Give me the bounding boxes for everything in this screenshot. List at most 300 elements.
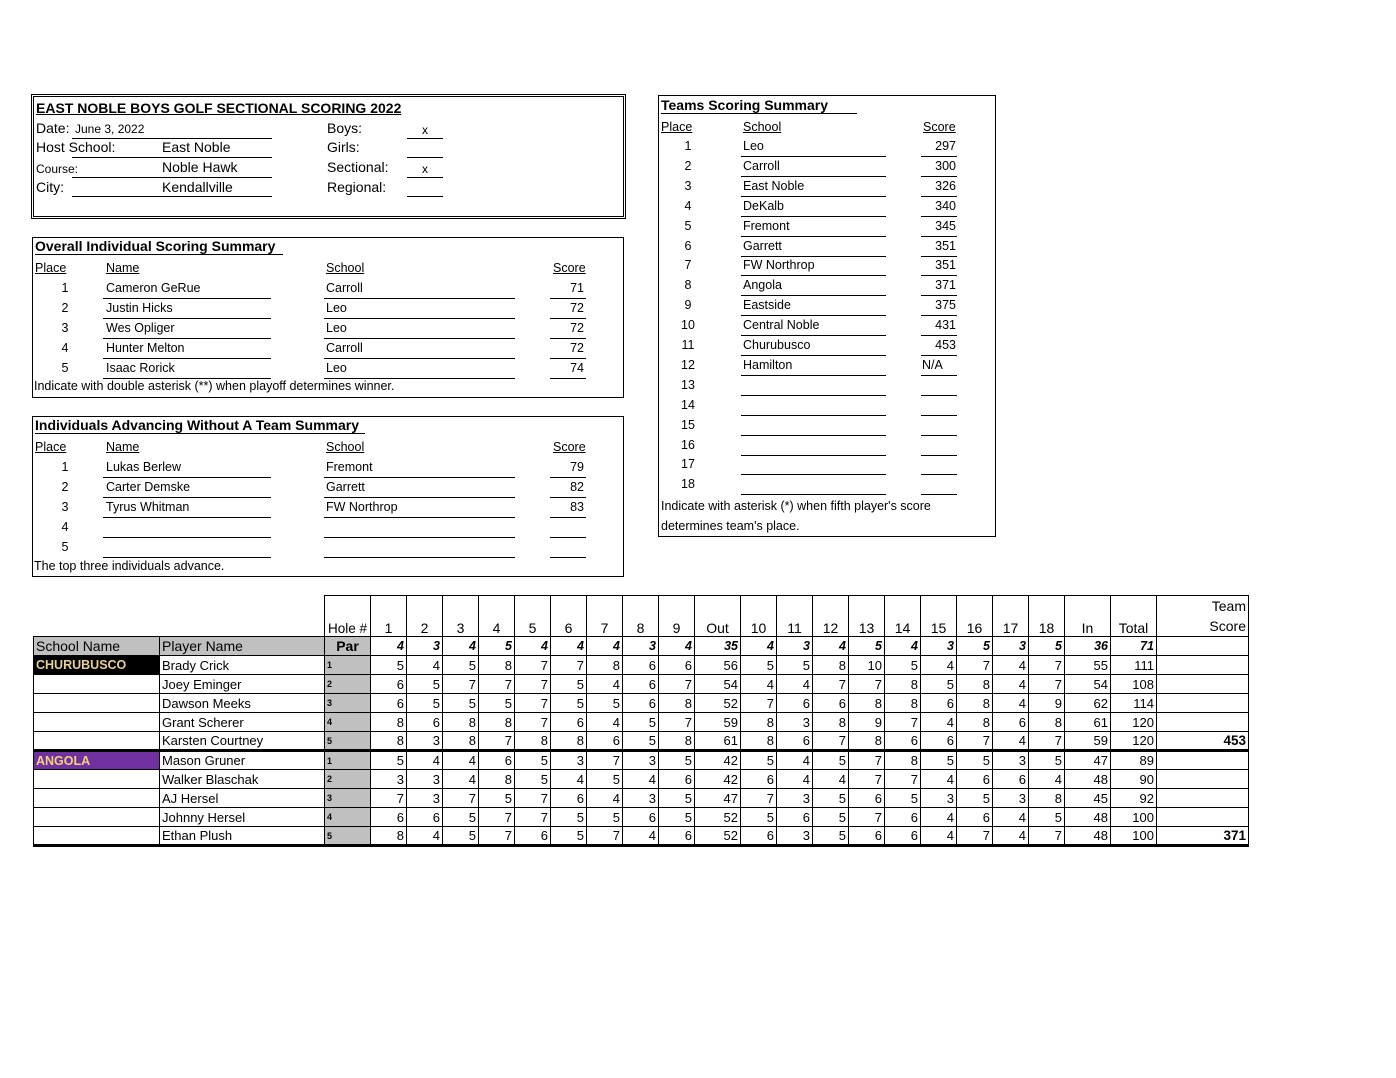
row-place: 5 (61, 540, 69, 554)
team-score: 351 (935, 258, 956, 273)
advancing-col-name: Name (106, 440, 140, 454)
player-number: 3 (325, 789, 371, 808)
row-place: 1 (61, 460, 69, 474)
hole-score: 6 (849, 789, 885, 808)
hole-score: 5 (443, 808, 479, 827)
team-school: Eastside (743, 298, 791, 313)
date-value: June 3, 2022 (75, 122, 145, 136)
hole-score: 120 (1111, 732, 1157, 751)
hole-score: 8 (957, 694, 993, 713)
hole-number: 3 (443, 596, 479, 637)
hole-score: 7 (515, 713, 551, 732)
hole-score: 5 (443, 694, 479, 713)
team-school: Hamilton (743, 357, 793, 372)
par-value: 71 (1111, 637, 1157, 656)
hole-score: 5 (957, 751, 993, 770)
par-value: 4 (515, 637, 551, 656)
hole-score: 4 (921, 656, 957, 675)
city-value: Kendallville (162, 179, 233, 195)
hole-score: 8 (479, 770, 515, 789)
team-score: 297 (935, 139, 956, 153)
player-name: Mason Gruner (160, 751, 325, 770)
hole-number: 1 (371, 596, 407, 637)
team-score-blank (1157, 751, 1249, 770)
team-school-name: ANGOLA (34, 751, 160, 770)
team-place: 8 (684, 278, 692, 293)
advancing-title: Individuals Advancing Without A Team Summary (35, 417, 365, 434)
header-box (31, 94, 626, 219)
row-name: Tyrus Whitman (106, 500, 190, 514)
hole-score: 4 (921, 713, 957, 732)
team-school-blank (34, 789, 160, 808)
girls-label: Girls: (327, 139, 360, 155)
row-name: Isaac Rorick (106, 361, 175, 375)
hole-score: 7 (479, 675, 515, 694)
hole-score: 5 (659, 808, 695, 827)
hole-score: 3 (777, 713, 813, 732)
hole-number: 2 (407, 596, 443, 637)
hole-score: 5 (659, 789, 695, 808)
row-school: Leo (326, 301, 347, 315)
hole-score: 7 (515, 808, 551, 827)
hole-score: 7 (1029, 656, 1065, 675)
hole-score: 5 (659, 751, 695, 770)
hole-score: 48 (1065, 770, 1111, 789)
player-row (34, 827, 1249, 846)
row-school: Leo (326, 321, 347, 335)
hole-score: 6 (623, 675, 659, 694)
hole-score: 7 (587, 751, 623, 770)
hole-score: 7 (515, 694, 551, 713)
hole-score: 5 (551, 694, 587, 713)
hole-score: 4 (993, 694, 1029, 713)
player-name: Joey Eminger (160, 675, 325, 694)
regional-label: Regional: (327, 179, 387, 195)
hole-score: 8 (371, 713, 407, 732)
team-place: 1 (684, 139, 692, 153)
hole-score: 6 (371, 675, 407, 694)
hole-score: 7 (1029, 732, 1065, 751)
hole-score: 3 (623, 751, 659, 770)
hole-score: 4 (777, 770, 813, 789)
par-value: 3 (777, 637, 813, 656)
team-score-blank (1157, 808, 1249, 827)
row-school: Carroll (326, 281, 363, 295)
hole-score: 4 (587, 789, 623, 808)
hole-score: 4 (777, 751, 813, 770)
hole-score: 6 (407, 808, 443, 827)
row-score: 72 (570, 301, 584, 315)
hole-score: 7 (957, 827, 993, 846)
hole-score: 6 (551, 713, 587, 732)
overall-col-score: Score (553, 261, 586, 275)
hole-score: 8 (813, 656, 849, 675)
team-school-blank (34, 694, 160, 713)
hole-score: 7 (957, 732, 993, 751)
hole-score: 5 (921, 751, 957, 770)
player-row (34, 751, 1249, 770)
team-score: 345 (935, 218, 956, 233)
hole-score: 8 (551, 732, 587, 751)
row-place: 1 (61, 281, 69, 295)
hole-score: 5 (957, 789, 993, 808)
hole-score: 5 (587, 770, 623, 789)
advancing-summary-box (32, 416, 624, 577)
hole-score: 8 (371, 827, 407, 846)
hole-score: 4 (777, 675, 813, 694)
row-name: Wes Opliger (106, 321, 175, 335)
hole-score: 4 (1029, 770, 1065, 789)
team-score: 371 (1157, 827, 1249, 846)
hole-score: 52 (695, 808, 741, 827)
hole-score: 114 (1111, 694, 1157, 713)
player-number: 5 (325, 732, 371, 751)
player-name: Dawson Meeks (160, 694, 325, 713)
hole-number: 12 (813, 596, 849, 637)
row-place: 3 (61, 321, 69, 335)
hole-score: 5 (443, 827, 479, 846)
boys-value: x (422, 123, 428, 137)
player-row (34, 789, 1249, 808)
hole-score: 54 (1065, 675, 1111, 694)
hole-score: 4 (813, 770, 849, 789)
hole-score: 6 (515, 827, 551, 846)
team-score-blank (1157, 789, 1249, 808)
hole-score: 62 (1065, 694, 1111, 713)
hole-score: 6 (407, 713, 443, 732)
hole-score: 5 (443, 656, 479, 675)
player-name: Ethan Plush (160, 827, 325, 846)
hole-score: 5 (741, 808, 777, 827)
hole-score: 6 (813, 694, 849, 713)
hole-score: 6 (479, 751, 515, 770)
hole-score: 8 (659, 732, 695, 751)
hole-score: 5 (1029, 808, 1065, 827)
hole-score: 8 (515, 732, 551, 751)
team-score: 300 (935, 158, 956, 173)
hole-score: 8 (957, 713, 993, 732)
row-school: FW Northrop (326, 500, 398, 514)
team-school-blank (34, 827, 160, 846)
hole-score: 8 (849, 732, 885, 751)
hole-score: 59 (1065, 732, 1111, 751)
team-school-blank (34, 713, 160, 732)
hole-score: 8 (885, 751, 921, 770)
hole-number: Total (1111, 596, 1157, 637)
player-number: 5 (325, 827, 371, 846)
hole-score: 111 (1111, 656, 1157, 675)
hole-score: 4 (921, 808, 957, 827)
team-place: 9 (684, 298, 692, 313)
team-school: Fremont (743, 218, 790, 233)
hole-score: 4 (993, 675, 1029, 694)
hole-score: 5 (407, 675, 443, 694)
hole-number: 11 (777, 596, 813, 637)
hole-number: 13 (849, 596, 885, 637)
hole-score: 6 (623, 694, 659, 713)
hole-score: 55 (1065, 656, 1111, 675)
hole-score: 8 (371, 732, 407, 751)
hole-number: 6 (551, 596, 587, 637)
par-value: 3 (407, 637, 443, 656)
hole-score: 6 (371, 808, 407, 827)
row-name: Carter Demske (106, 480, 191, 494)
hole-score: 3 (777, 789, 813, 808)
hole-score: 3 (993, 789, 1029, 808)
hole-score: 8 (479, 656, 515, 675)
teams-summary-box (658, 95, 996, 537)
hole-score: 7 (515, 656, 551, 675)
team-score: 326 (935, 178, 956, 193)
hole-score: 6 (957, 770, 993, 789)
hole-score: 5 (813, 751, 849, 770)
team-place: 11 (681, 338, 695, 352)
team-school: Angola (743, 278, 782, 293)
hole-score: 92 (1111, 789, 1157, 808)
page-title: EAST NOBLE BOYS GOLF SECTIONAL SCORING 2022 (36, 100, 402, 116)
team-place: 12 (681, 357, 695, 372)
hole-score: 5 (479, 694, 515, 713)
hole-score: 6 (623, 808, 659, 827)
hole-score: 8 (443, 732, 479, 751)
hole-score: 8 (885, 675, 921, 694)
team-place: 4 (684, 198, 692, 213)
par-value: 4 (371, 637, 407, 656)
team-school: Churubusco (743, 338, 811, 352)
hole-score: 7 (443, 675, 479, 694)
hole-score: 5 (777, 656, 813, 675)
hole-score: 7 (849, 751, 885, 770)
team-school-name: CHURUBUSCO (34, 656, 160, 675)
teams-col-place: Place (661, 120, 693, 134)
team-score-blank (1157, 675, 1249, 694)
hole-score: 47 (1065, 751, 1111, 770)
overall-summary-box (32, 237, 624, 398)
player-name: Johnny Hersel (160, 808, 325, 827)
team-school-blank (34, 675, 160, 694)
team-school: DeKalb (743, 198, 784, 213)
hole-score: 5 (371, 656, 407, 675)
hole-score: 6 (587, 732, 623, 751)
hole-score: 7 (587, 827, 623, 846)
hole-score: 7 (741, 789, 777, 808)
hole-score: 8 (741, 732, 777, 751)
player-row (34, 694, 1249, 713)
hole-score: 4 (993, 732, 1029, 751)
team-score: 351 (935, 238, 956, 253)
scorecard-table (33, 595, 1249, 847)
hole-score: 8 (885, 694, 921, 713)
hole-score: 5 (885, 789, 921, 808)
hole-score: 7 (849, 675, 885, 694)
hole-number: 10 (741, 596, 777, 637)
hole-score: 3 (623, 789, 659, 808)
hole-score: 61 (1065, 713, 1111, 732)
row-score: 82 (570, 480, 584, 494)
team-school-blank (34, 770, 160, 789)
hole-score: 48 (1065, 808, 1111, 827)
hole-score: 7 (741, 694, 777, 713)
par-value: 36 (1065, 637, 1111, 656)
row-score: 72 (570, 321, 584, 335)
hole-score: 4 (587, 713, 623, 732)
player-name: Grant Scherer (160, 713, 325, 732)
hole-score: 7 (371, 789, 407, 808)
hole-score: 6 (885, 827, 921, 846)
team-score-label-1: Team (1211, 598, 1246, 614)
hole-score: 5 (741, 751, 777, 770)
overall-col-school: School (326, 261, 365, 275)
hole-score: 7 (849, 808, 885, 827)
hole-score: 5 (551, 675, 587, 694)
hole-score: 6 (993, 770, 1029, 789)
team-place: 10 (681, 318, 695, 333)
hole-score: 4 (993, 827, 1029, 846)
team-school: Central Noble (743, 318, 820, 333)
hole-score: 5 (551, 808, 587, 827)
hole-number: 15 (921, 596, 957, 637)
hole-number: 7 (587, 596, 623, 637)
hole-score: 5 (813, 827, 849, 846)
hole-score: 7 (659, 713, 695, 732)
hole-score: 6 (777, 808, 813, 827)
player-name: AJ Hersel (160, 789, 325, 808)
hole-score: 4 (993, 656, 1029, 675)
hole-score: 4 (407, 656, 443, 675)
par-value: 4 (659, 637, 695, 656)
team-score-blank (1157, 656, 1249, 675)
hole-score: 5 (813, 808, 849, 827)
hole-score: 3 (921, 789, 957, 808)
host-label: Host School: (36, 139, 116, 155)
par-value: 3 (921, 637, 957, 656)
boys-label: Boys: (327, 120, 363, 136)
team-place: 7 (684, 258, 692, 273)
hole-score: 6 (921, 694, 957, 713)
team-place: 2 (684, 158, 692, 173)
hole-score: 6 (551, 789, 587, 808)
hole-score: 5 (587, 808, 623, 827)
player-name: Walker Blaschak (160, 770, 325, 789)
advancing-col-place: Place (35, 440, 67, 454)
teams-col-score: Score (923, 120, 956, 134)
row-school: Carroll (326, 341, 363, 355)
hole-number: 14 (885, 596, 921, 637)
hole-score: 120 (1111, 713, 1157, 732)
hole-score: 7 (479, 808, 515, 827)
hole-score: 9 (849, 713, 885, 732)
hole-score: 4 (443, 751, 479, 770)
team-place: 3 (684, 178, 692, 193)
hole-score: 4 (623, 827, 659, 846)
hole-score: 7 (1029, 675, 1065, 694)
hole-score: 7 (957, 656, 993, 675)
row-school: Leo (326, 361, 347, 375)
player-number: 1 (325, 751, 371, 770)
hole-score: 5 (921, 675, 957, 694)
row-name: Lukas Berlew (106, 460, 182, 474)
par-value: 4 (443, 637, 479, 656)
team-place: 6 (684, 238, 692, 253)
hole-score: 45 (1065, 789, 1111, 808)
row-place: 4 (61, 520, 69, 534)
hole-score: 4 (407, 827, 443, 846)
player-number: 3 (325, 694, 371, 713)
team-place: 17 (681, 457, 695, 472)
hole-score: 7 (813, 675, 849, 694)
hole-score: 8 (587, 656, 623, 675)
hole-score: 3 (551, 751, 587, 770)
hole-number: 4 (479, 596, 515, 637)
hole-score: 4 (407, 751, 443, 770)
hole-score: 5 (371, 751, 407, 770)
team-score: 431 (935, 318, 956, 333)
advancing-note: The top three individuals advance. (34, 559, 225, 573)
hole-score: 7 (849, 770, 885, 789)
hole-score: 8 (849, 694, 885, 713)
hole-score: 6 (371, 694, 407, 713)
team-score: 453 (1157, 732, 1249, 751)
hole-score: 5 (741, 656, 777, 675)
team-place: 16 (681, 437, 695, 452)
hole-score: 8 (1029, 789, 1065, 808)
teams-col-school: School (743, 120, 782, 134)
hole-score: 3 (407, 770, 443, 789)
row-score: 79 (570, 460, 584, 474)
team-score-blank (1157, 694, 1249, 713)
hole-score: 100 (1111, 808, 1157, 827)
par-value: 5 (1029, 637, 1065, 656)
hole-score: 7 (479, 827, 515, 846)
player-number: 4 (325, 713, 371, 732)
hole-score: 6 (659, 656, 695, 675)
hole-number: In (1065, 596, 1111, 637)
player-name-header: Player Name (160, 637, 325, 656)
player-row (34, 713, 1249, 732)
row-score: 74 (570, 361, 584, 375)
hole-score: 7 (885, 713, 921, 732)
hole-score: 52 (695, 827, 741, 846)
row-score: 71 (570, 281, 584, 295)
hole-score: 4 (551, 770, 587, 789)
team-score: 371 (935, 278, 956, 293)
hole-score: 6 (957, 808, 993, 827)
hole-number: 5 (515, 596, 551, 637)
row-place: 2 (61, 301, 69, 315)
hole-score: 5 (515, 751, 551, 770)
overall-title: Overall Individual Scoring Summary (35, 238, 283, 255)
course-value: Noble Hawk (162, 159, 238, 175)
hole-score: 6 (659, 770, 695, 789)
hole-score: 48 (1065, 827, 1111, 846)
par-value: 5 (957, 637, 993, 656)
teams-title: Teams Scoring Summary (661, 97, 857, 114)
hole-score: 6 (741, 827, 777, 846)
par-value: 35 (695, 637, 741, 656)
teams-note-1: Indicate with asterisk (*) when fifth player's score (661, 499, 931, 513)
team-school: FW Northrop (743, 258, 815, 273)
hole-score: 56 (695, 656, 741, 675)
hole-number: 9 (659, 596, 695, 637)
hole-score: 3 (407, 732, 443, 751)
hole-score: 59 (695, 713, 741, 732)
hole-score: 6 (659, 827, 695, 846)
hole-score: 7 (551, 656, 587, 675)
player-number: 4 (325, 808, 371, 827)
team-school: Garrett (743, 238, 782, 253)
par-value: 4 (587, 637, 623, 656)
hole-score: 5 (407, 694, 443, 713)
